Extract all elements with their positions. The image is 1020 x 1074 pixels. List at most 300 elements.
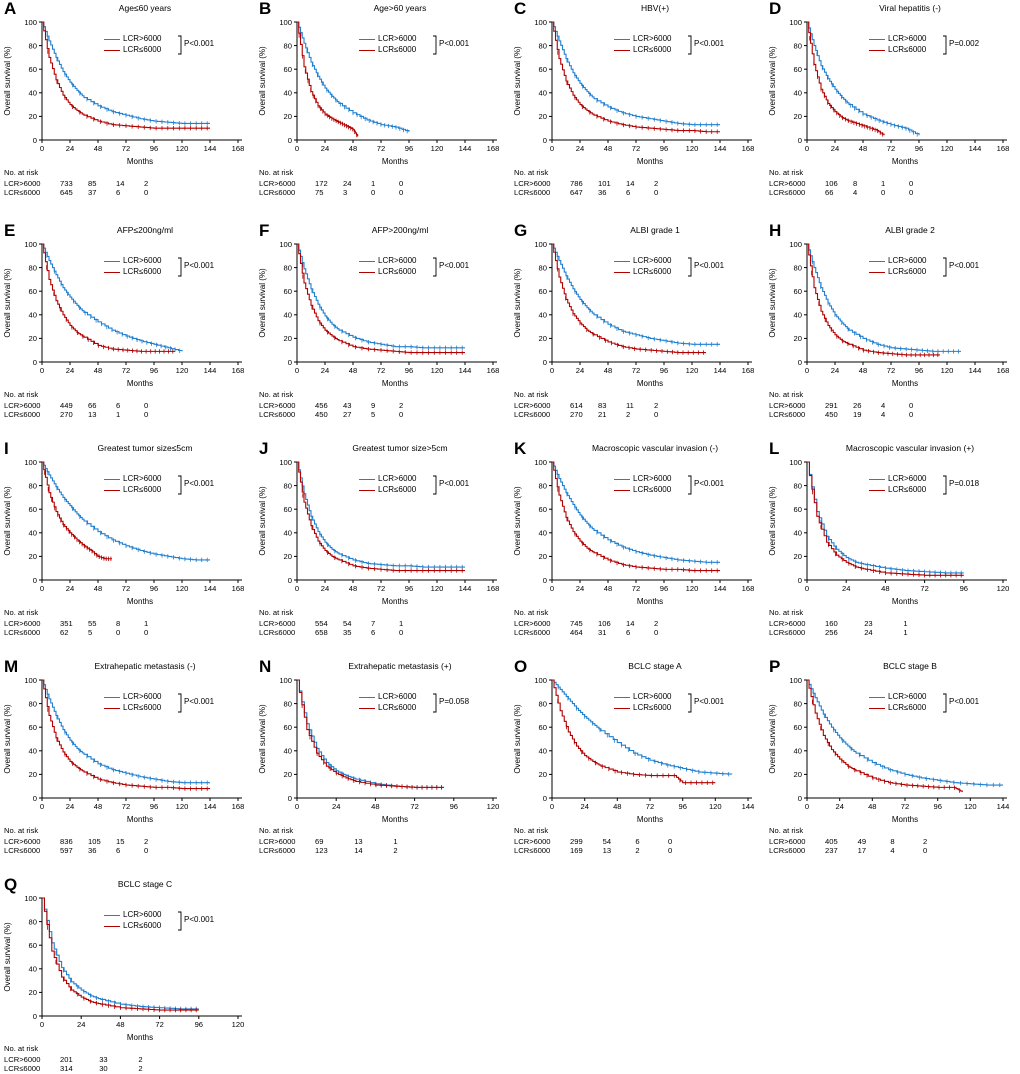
risk-value: 299: [570, 836, 583, 846]
panel-letter: A: [4, 0, 17, 18]
risk-value: 0: [909, 188, 914, 198]
risk-table: [259, 390, 509, 420]
svg-text:60: 60: [538, 287, 547, 296]
svg-text:Months: Months: [891, 379, 919, 386]
risk-value: 101: [598, 178, 611, 188]
svg-text:80: 80: [793, 41, 802, 51]
svg-text:Overall survival (%): Overall survival (%): [258, 46, 267, 116]
svg-text:48: 48: [93, 144, 103, 153]
svg-text:60: 60: [283, 65, 292, 74]
risk-value: 2: [144, 836, 149, 846]
risk-value: 2: [654, 178, 659, 188]
risk-row-label-high: LCR>6000: [259, 178, 296, 188]
risk-table-header: No. at risk: [4, 608, 39, 617]
risk-table: [769, 168, 1019, 198]
p-value: P<0.001: [694, 261, 725, 270]
svg-text:24: 24: [65, 584, 75, 593]
p-value: P<0.001: [184, 697, 215, 706]
svg-text:40: 40: [283, 88, 292, 98]
svg-text:80: 80: [538, 263, 547, 273]
svg-text:60: 60: [28, 505, 37, 514]
risk-value: 256: [825, 628, 838, 638]
risk-value: 450: [825, 410, 838, 420]
risk-value: 6: [626, 188, 631, 198]
risk-row-label-low: LCR≤6000: [4, 188, 41, 198]
svg-text:20: 20: [283, 770, 292, 780]
svg-text:168: 168: [486, 584, 500, 593]
risk-value: 0: [654, 188, 659, 198]
risk-table: [514, 390, 764, 420]
panel-title: BCLC stage B: [883, 661, 937, 671]
p-value: P<0.001: [184, 39, 215, 48]
legend-label-high: LCR>6000: [123, 34, 162, 43]
risk-value: 6: [116, 400, 121, 410]
risk-value: 0: [654, 410, 659, 420]
p-value-bracket: [432, 474, 438, 496]
p-value: P<0.001: [439, 261, 470, 270]
svg-text:168: 168: [486, 144, 500, 153]
svg-text:168: 168: [996, 144, 1010, 153]
svg-text:60: 60: [28, 723, 37, 732]
svg-text:20: 20: [538, 770, 547, 780]
svg-text:Months: Months: [126, 597, 154, 604]
panel-title: Greatest tumor size≤5cm: [97, 443, 193, 453]
risk-row-label-low: LCR≤6000: [514, 410, 551, 420]
svg-text:0: 0: [294, 802, 300, 811]
legend-line-high: [359, 479, 375, 480]
svg-text:48: 48: [603, 366, 613, 375]
svg-text:Months: Months: [126, 157, 154, 164]
svg-text:168: 168: [741, 144, 755, 153]
svg-text:100: 100: [279, 457, 292, 467]
risk-value: 1: [116, 410, 121, 420]
svg-text:80: 80: [538, 41, 547, 51]
risk-table: [514, 168, 764, 198]
svg-text:144: 144: [741, 802, 755, 811]
svg-text:100: 100: [24, 893, 37, 903]
svg-text:80: 80: [283, 41, 292, 51]
risk-value: 237: [825, 846, 838, 856]
svg-text:120: 120: [175, 144, 189, 153]
risk-value: 5: [88, 628, 93, 638]
risk-row-label-high: LCR>6000: [259, 400, 296, 410]
risk-row-label-low: LCR≤6000: [259, 188, 296, 198]
svg-text:80: 80: [283, 699, 292, 709]
risk-value: 314: [60, 1064, 73, 1074]
svg-text:96: 96: [449, 802, 459, 811]
svg-text:0: 0: [287, 135, 292, 145]
svg-text:72: 72: [376, 584, 386, 593]
svg-text:Overall survival (%): Overall survival (%): [513, 46, 522, 116]
svg-text:60: 60: [28, 287, 37, 296]
svg-text:80: 80: [28, 917, 37, 927]
legend-label-low: LCR≤6000: [378, 702, 417, 712]
svg-text:0: 0: [32, 135, 37, 145]
p-value: P<0.001: [184, 915, 215, 924]
p-value-bracket: [687, 692, 693, 714]
panel-letter: J: [259, 439, 269, 458]
risk-value: 291: [825, 400, 838, 410]
legend-line-high: [359, 697, 375, 698]
risk-value: 0: [144, 628, 149, 638]
risk-row-label-low: LCR≤6000: [4, 410, 41, 420]
svg-text:100: 100: [24, 17, 37, 27]
legend-line-low: [359, 490, 375, 491]
svg-text:20: 20: [283, 552, 292, 562]
p-value: P<0.001: [694, 479, 725, 488]
svg-text:Months: Months: [126, 1033, 154, 1040]
svg-text:Overall survival (%): Overall survival (%): [513, 486, 522, 556]
legend-label-high: LCR>6000: [888, 692, 927, 701]
svg-text:72: 72: [886, 366, 896, 375]
risk-value: 0: [909, 400, 914, 410]
svg-text:Overall survival (%): Overall survival (%): [3, 922, 12, 992]
legend-label-low: LCR≤6000: [888, 702, 927, 712]
svg-text:96: 96: [914, 366, 924, 375]
legend-line-low: [614, 708, 630, 709]
risk-value: 0: [909, 410, 914, 420]
svg-text:100: 100: [789, 239, 802, 249]
risk-row-low: [514, 410, 764, 420]
svg-text:96: 96: [404, 366, 414, 375]
risk-table: [514, 608, 764, 638]
panel-title: AFP≤200ng/ml: [116, 225, 174, 235]
panel-letter: H: [769, 221, 782, 240]
svg-text:Months: Months: [381, 815, 409, 822]
svg-text:48: 48: [348, 366, 358, 375]
risk-row-label-high: LCR>6000: [769, 618, 806, 628]
p-value: P<0.001: [439, 39, 470, 48]
svg-text:48: 48: [348, 584, 358, 593]
panel-letter: D: [769, 0, 782, 18]
svg-text:72: 72: [631, 144, 641, 153]
risk-table-header: No. at risk: [769, 168, 804, 177]
risk-value: 21: [598, 410, 607, 420]
risk-row-low: [4, 628, 254, 638]
svg-text:168: 168: [231, 584, 245, 593]
svg-text:0: 0: [39, 144, 45, 153]
panel-title: ALBI grade 1: [630, 225, 680, 235]
svg-text:0: 0: [39, 584, 45, 593]
svg-text:0: 0: [549, 584, 555, 593]
svg-text:120: 120: [940, 366, 954, 375]
risk-value: 11: [626, 400, 634, 410]
risk-row-high: [514, 837, 764, 847]
risk-value: 14: [116, 178, 125, 188]
svg-text:144: 144: [968, 366, 982, 375]
svg-text:100: 100: [789, 17, 802, 27]
panel-letter: M: [4, 657, 19, 676]
risk-value: 450: [315, 410, 328, 420]
svg-text:96: 96: [194, 1020, 204, 1029]
svg-text:120: 120: [175, 366, 189, 375]
risk-value: 3: [343, 188, 348, 198]
svg-text:0: 0: [32, 575, 37, 585]
svg-text:60: 60: [28, 941, 37, 950]
legend-line-high: [614, 261, 630, 262]
svg-text:24: 24: [320, 144, 330, 153]
svg-text:Overall survival (%): Overall survival (%): [258, 268, 267, 338]
risk-table: [514, 826, 764, 856]
svg-text:0: 0: [287, 793, 292, 803]
panel-letter: B: [259, 0, 272, 18]
svg-text:24: 24: [65, 366, 75, 375]
legend-label-high: LCR>6000: [888, 474, 927, 483]
risk-row-low: [769, 628, 1019, 638]
svg-text:48: 48: [881, 584, 890, 593]
legend-line-high: [869, 479, 885, 480]
risk-value: 645: [60, 188, 73, 198]
risk-value: 0: [116, 628, 121, 638]
risk-value: 13: [602, 846, 612, 856]
svg-text:144: 144: [458, 144, 472, 153]
risk-row-high: [769, 401, 1019, 411]
svg-text:60: 60: [793, 65, 802, 74]
svg-text:40: 40: [538, 310, 547, 320]
risk-table-header: No. at risk: [4, 826, 39, 835]
legend-label-low: LCR≤6000: [378, 44, 417, 54]
legend-label-high: LCR>6000: [633, 256, 672, 265]
svg-text:Months: Months: [891, 157, 919, 164]
risk-value: 2: [138, 1064, 143, 1074]
svg-text:96: 96: [149, 144, 159, 153]
svg-text:Months: Months: [381, 157, 409, 164]
legend-line-low: [104, 272, 120, 273]
risk-table-header: No. at risk: [769, 390, 804, 399]
svg-text:24: 24: [575, 584, 585, 593]
risk-value: 0: [144, 846, 149, 856]
svg-text:48: 48: [348, 144, 358, 153]
svg-text:Months: Months: [381, 379, 409, 386]
risk-value: 6: [116, 188, 121, 198]
svg-text:48: 48: [858, 144, 868, 153]
legend-label-low: LCR≤6000: [888, 484, 927, 494]
risk-value: 4: [881, 410, 886, 420]
risk-row-high: [514, 179, 764, 189]
panel-letter: I: [4, 439, 9, 458]
svg-text:Overall survival (%): Overall survival (%): [513, 268, 522, 338]
risk-table: [259, 826, 509, 856]
svg-text:24: 24: [575, 366, 585, 375]
risk-row-low: [514, 628, 764, 638]
svg-text:60: 60: [28, 65, 37, 74]
svg-text:96: 96: [659, 144, 669, 153]
legend-line-high: [104, 697, 120, 698]
svg-text:Overall survival (%): Overall survival (%): [3, 268, 12, 338]
risk-row-label-low: LCR≤6000: [514, 628, 551, 638]
risk-value: 66: [825, 188, 834, 198]
panel-title: Age>60 years: [373, 3, 427, 13]
risk-value: 0: [399, 628, 404, 638]
svg-text:168: 168: [231, 366, 245, 375]
svg-text:48: 48: [603, 144, 613, 153]
risk-value: 37: [88, 188, 97, 198]
p-value: P<0.001: [184, 479, 215, 488]
svg-text:144: 144: [968, 144, 982, 153]
risk-table: [4, 1044, 254, 1074]
svg-text:0: 0: [39, 1020, 45, 1029]
legend-label-high: LCR>6000: [633, 692, 672, 701]
svg-text:144: 144: [713, 366, 727, 375]
risk-table-header: No. at risk: [4, 390, 39, 399]
risk-value: 0: [923, 846, 928, 856]
panel-letter: G: [514, 221, 528, 240]
svg-text:48: 48: [613, 802, 622, 811]
svg-text:40: 40: [28, 88, 37, 98]
svg-text:100: 100: [24, 457, 37, 467]
risk-value: 6: [371, 628, 376, 638]
risk-value: 123: [315, 846, 328, 856]
panel-title: Macroscopic vascular invasion (+): [845, 443, 975, 453]
svg-text:24: 24: [65, 144, 75, 153]
panel-title: Viral hepatitis (-): [879, 3, 941, 13]
risk-row-low: [4, 188, 254, 198]
risk-row-low: [514, 188, 764, 198]
risk-table: [769, 608, 1019, 638]
legend-label-low: LCR≤6000: [633, 484, 672, 494]
svg-text:0: 0: [804, 584, 810, 593]
svg-text:0: 0: [542, 135, 547, 145]
svg-text:48: 48: [858, 366, 868, 375]
legend-line-high: [359, 261, 375, 262]
legend-label-high: LCR>6000: [378, 692, 417, 701]
legend-label-low: LCR≤6000: [123, 484, 162, 494]
risk-value: 2: [635, 846, 640, 856]
svg-text:0: 0: [39, 366, 45, 375]
svg-text:72: 72: [121, 584, 131, 593]
svg-text:168: 168: [741, 584, 755, 593]
risk-row-low: [259, 410, 509, 420]
svg-text:60: 60: [283, 723, 292, 732]
risk-value: 33: [99, 1054, 108, 1064]
svg-text:Overall survival (%): Overall survival (%): [513, 704, 522, 774]
svg-text:20: 20: [283, 334, 292, 344]
svg-text:48: 48: [603, 584, 613, 593]
risk-row-label-low: LCR≤6000: [514, 188, 551, 198]
risk-row-label-high: LCR>6000: [769, 178, 806, 188]
p-value: P=0.018: [949, 479, 980, 488]
svg-text:120: 120: [940, 144, 954, 153]
risk-row-high: [769, 619, 1019, 629]
svg-text:96: 96: [149, 366, 159, 375]
risk-value: 36: [598, 188, 607, 198]
legend-label-high: LCR>6000: [633, 34, 672, 43]
svg-text:60: 60: [538, 505, 547, 514]
legend-line-high: [869, 39, 885, 40]
panel-letter: E: [4, 221, 16, 240]
risk-value: 8: [116, 618, 121, 628]
risk-value: 27: [343, 410, 352, 420]
risk-value: 0: [371, 188, 376, 198]
svg-text:20: 20: [538, 112, 547, 122]
svg-text:40: 40: [793, 310, 802, 320]
p-value-bracket: [942, 34, 948, 56]
risk-value: 201: [60, 1054, 73, 1064]
panel-letter: F: [259, 221, 270, 240]
svg-text:0: 0: [542, 357, 547, 367]
p-value-bracket: [942, 256, 948, 278]
legend-line-low: [614, 50, 630, 51]
risk-row-high: [4, 401, 254, 411]
svg-text:120: 120: [685, 584, 699, 593]
legend-label-high: LCR>6000: [378, 474, 417, 483]
svg-text:80: 80: [28, 41, 37, 51]
svg-text:168: 168: [231, 802, 245, 811]
legend-label-high: LCR>6000: [633, 474, 672, 483]
risk-table: [259, 168, 509, 198]
svg-text:Months: Months: [636, 379, 664, 386]
risk-value: 75: [315, 188, 324, 198]
svg-text:0: 0: [294, 584, 300, 593]
risk-row-low: [769, 410, 1019, 420]
risk-value: 23: [864, 618, 873, 628]
legend-line-low: [104, 50, 120, 51]
svg-text:24: 24: [331, 802, 341, 811]
risk-row-label-high: LCR>6000: [4, 1054, 41, 1064]
svg-text:Overall survival (%): Overall survival (%): [258, 486, 267, 556]
risk-value: 14: [626, 618, 635, 628]
svg-text:168: 168: [486, 366, 500, 375]
risk-value: 1: [144, 618, 149, 628]
svg-text:72: 72: [631, 584, 641, 593]
risk-row-label-low: LCR≤6000: [4, 1064, 41, 1074]
panel-letter: L: [769, 439, 780, 458]
risk-table: [4, 390, 254, 420]
svg-text:24: 24: [580, 802, 589, 811]
risk-value: 106: [598, 618, 611, 628]
svg-text:Months: Months: [126, 815, 154, 822]
risk-value: 745: [570, 618, 583, 628]
risk-row-label-low: LCR≤6000: [514, 846, 551, 856]
risk-table-header: No. at risk: [514, 390, 549, 399]
risk-value: 0: [399, 410, 404, 420]
svg-text:24: 24: [830, 144, 840, 153]
risk-value: 13: [88, 410, 97, 420]
p-value: P<0.001: [184, 261, 215, 270]
svg-text:60: 60: [538, 65, 547, 74]
risk-value: 6: [635, 836, 640, 846]
risk-value: 1: [393, 836, 398, 846]
risk-value: 2: [393, 846, 398, 856]
legend-line-high: [104, 261, 120, 262]
svg-text:40: 40: [283, 746, 292, 756]
svg-text:0: 0: [797, 135, 802, 145]
svg-text:144: 144: [458, 584, 472, 593]
svg-text:Overall survival (%): Overall survival (%): [768, 46, 777, 116]
risk-row-label-low: LCR≤6000: [769, 410, 806, 420]
legend-line-low: [359, 272, 375, 273]
svg-text:40: 40: [793, 88, 802, 98]
risk-value: 8: [890, 836, 895, 846]
risk-value: 0: [144, 188, 149, 198]
svg-text:Overall survival (%): Overall survival (%): [768, 486, 777, 556]
risk-row-label-high: LCR>6000: [4, 400, 41, 410]
svg-text:120: 120: [486, 802, 500, 811]
svg-text:Overall survival (%): Overall survival (%): [768, 268, 777, 338]
legend-line-high: [614, 479, 630, 480]
risk-value: 0: [881, 188, 886, 198]
svg-text:72: 72: [645, 802, 655, 811]
p-value: P=0.002: [949, 39, 980, 48]
svg-text:120: 120: [231, 1020, 245, 1029]
svg-text:120: 120: [175, 584, 189, 593]
risk-row-high: [259, 179, 509, 189]
risk-row-label-low: LCR≤6000: [259, 628, 296, 638]
risk-value: 0: [668, 836, 673, 846]
svg-text:0: 0: [549, 802, 555, 811]
svg-text:48: 48: [116, 1020, 125, 1029]
svg-text:Overall survival (%): Overall survival (%): [3, 704, 12, 774]
